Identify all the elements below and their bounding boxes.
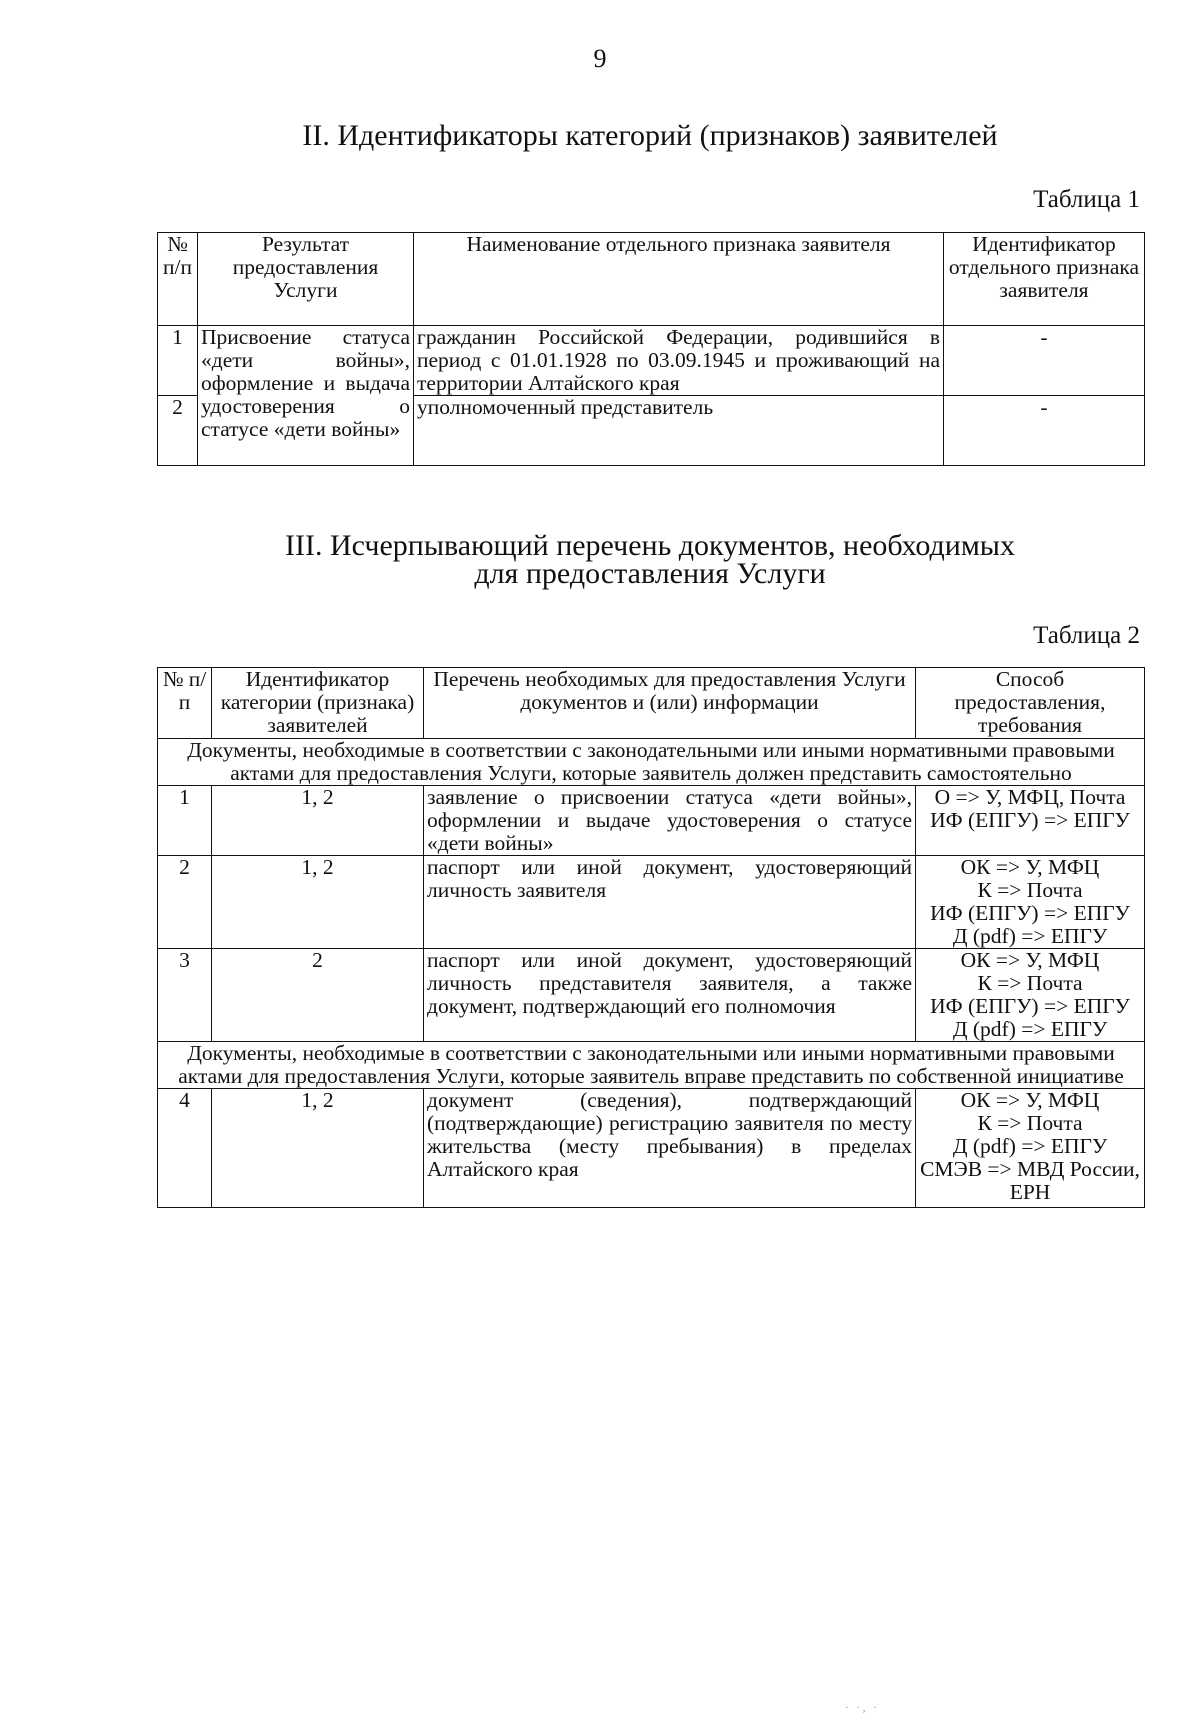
method-line: ИФ (ЕПГУ) => ЕПГУ	[930, 901, 1130, 925]
group-header-optional: Документы, необходимые в соответствии с законодательными или иными нормативными правовыми актами для предоставления Услуги, которые заявитель вправе представить по собственной инициативе	[158, 1042, 1145, 1089]
page-number: 9	[593, 44, 607, 73]
method-line: ОК => У, МФЦ	[960, 948, 1100, 972]
header-feature-id: Идентификатор отдельного признака заявителя	[944, 233, 1145, 326]
method-line: Д (pdf) => ЕПГУ	[952, 1017, 1108, 1041]
method-cell	[916, 949, 1145, 1042]
method-line: К => Почта	[977, 878, 1083, 902]
service-result-cell: Присвоение статуса «дети войны», оформление и выдача удостоверения о статусе «дети войны»	[198, 326, 414, 466]
section-3-title	[150, 529, 1150, 590]
feature-name-cell: уполномоченный представитель	[414, 396, 944, 466]
table-row	[158, 1089, 1145, 1208]
table-row	[158, 326, 1145, 396]
section-2-title: II. Идентификаторы категорий (признаков) заявителей	[302, 119, 998, 152]
row-number: 2	[158, 856, 212, 949]
method-cell	[916, 786, 1145, 856]
row-number: 3	[158, 949, 212, 1042]
header-result: Результат предоставления Услуги	[198, 233, 414, 326]
method-line: К => Почта	[977, 971, 1083, 995]
feature-name-cell: гражданин Российской Федерации, родившийся в период с 01.01.1928 по 03.09.1945 и проживающий на территории Алтайского края	[414, 326, 944, 396]
table-2-caption: Таблица 2	[1033, 622, 1140, 649]
table-row	[158, 786, 1145, 856]
section-3-title-line-1: III. Исчерпывающий перечень документов, необходимых	[285, 529, 1015, 562]
document-cell: паспорт или иной документ, удостоверяющий личность заявителя	[424, 856, 916, 949]
scan-artifact: · ·‚ ·	[845, 1700, 879, 1714]
category-id-cell: 1, 2	[212, 1089, 424, 1208]
feature-id-cell: -	[944, 326, 1145, 396]
category-id-cell: 1, 2	[212, 856, 424, 949]
header-number: № п/п	[158, 233, 198, 326]
method-line: ОК => У, МФЦ	[960, 1088, 1100, 1112]
header-feature-name: Наименование отдельного признака заявителя	[414, 233, 944, 326]
table-1-caption: Таблица 1	[1033, 186, 1140, 213]
method-line: СМЭВ => МВД России, ЕРН	[920, 1157, 1140, 1204]
section-3-title-line-2: для предоставления Услуги	[474, 557, 826, 590]
document-cell: паспорт или иной документ, удостоверяющий личность представителя заявителя, а также документ, подтверждающий его полномочия	[424, 949, 916, 1042]
document-cell: документ (сведения), подтверждающий (подтверждающие) регистрацию заявителя по месту жительства (месту пребывания) в пределах Алтайского края	[424, 1089, 916, 1208]
row-number: 4	[158, 1089, 212, 1208]
table-row	[158, 856, 1145, 949]
method-line: Д (pdf) => ЕПГУ	[952, 924, 1108, 948]
group-header-row	[158, 1042, 1145, 1089]
group-header-row	[158, 739, 1145, 786]
header-number: № п/п	[158, 668, 212, 739]
table-header-row	[158, 233, 1145, 326]
method-cell	[916, 856, 1145, 949]
feature-id-cell: -	[944, 396, 1145, 466]
method-line: Д (pdf) => ЕПГУ	[952, 1134, 1108, 1158]
category-id-cell: 1, 2	[212, 786, 424, 856]
header-submission-method: Способ предоставления, требования	[916, 668, 1145, 739]
row-number: 1	[158, 326, 198, 396]
method-cell	[916, 1089, 1145, 1208]
header-document-list: Перечень необходимых для предоставления Услуги документов и (или) информации	[424, 668, 916, 739]
method-line: ОК => У, МФЦ	[960, 855, 1100, 879]
table-1-applicant-categories	[157, 232, 1145, 466]
group-header-mandatory: Документы, необходимые в соответствии с законодательными или иными нормативными правовыми актами для предоставления Услуги, которые заявитель должен представить самостоятельно	[158, 739, 1145, 786]
table-2-documents	[157, 667, 1145, 1208]
header-category-id: Идентификатор категории (признака) заявителей	[212, 668, 424, 739]
method-line: К => Почта	[977, 1111, 1083, 1135]
method-line: ИФ (ЕПГУ) => ЕПГУ	[930, 994, 1130, 1018]
row-number: 1	[158, 786, 212, 856]
method-line: ИФ (ЕПГУ) => ЕПГУ	[930, 808, 1130, 832]
category-id-cell: 2	[212, 949, 424, 1042]
method-line: О => У, МФЦ, Почта	[934, 785, 1126, 809]
document-cell: заявление о присвоении статуса «дети войны», оформлении и выдаче удостоверения о статусе «дети войны»	[424, 786, 916, 856]
table-header-row	[158, 668, 1145, 739]
table-row	[158, 949, 1145, 1042]
row-number: 2	[158, 396, 198, 466]
